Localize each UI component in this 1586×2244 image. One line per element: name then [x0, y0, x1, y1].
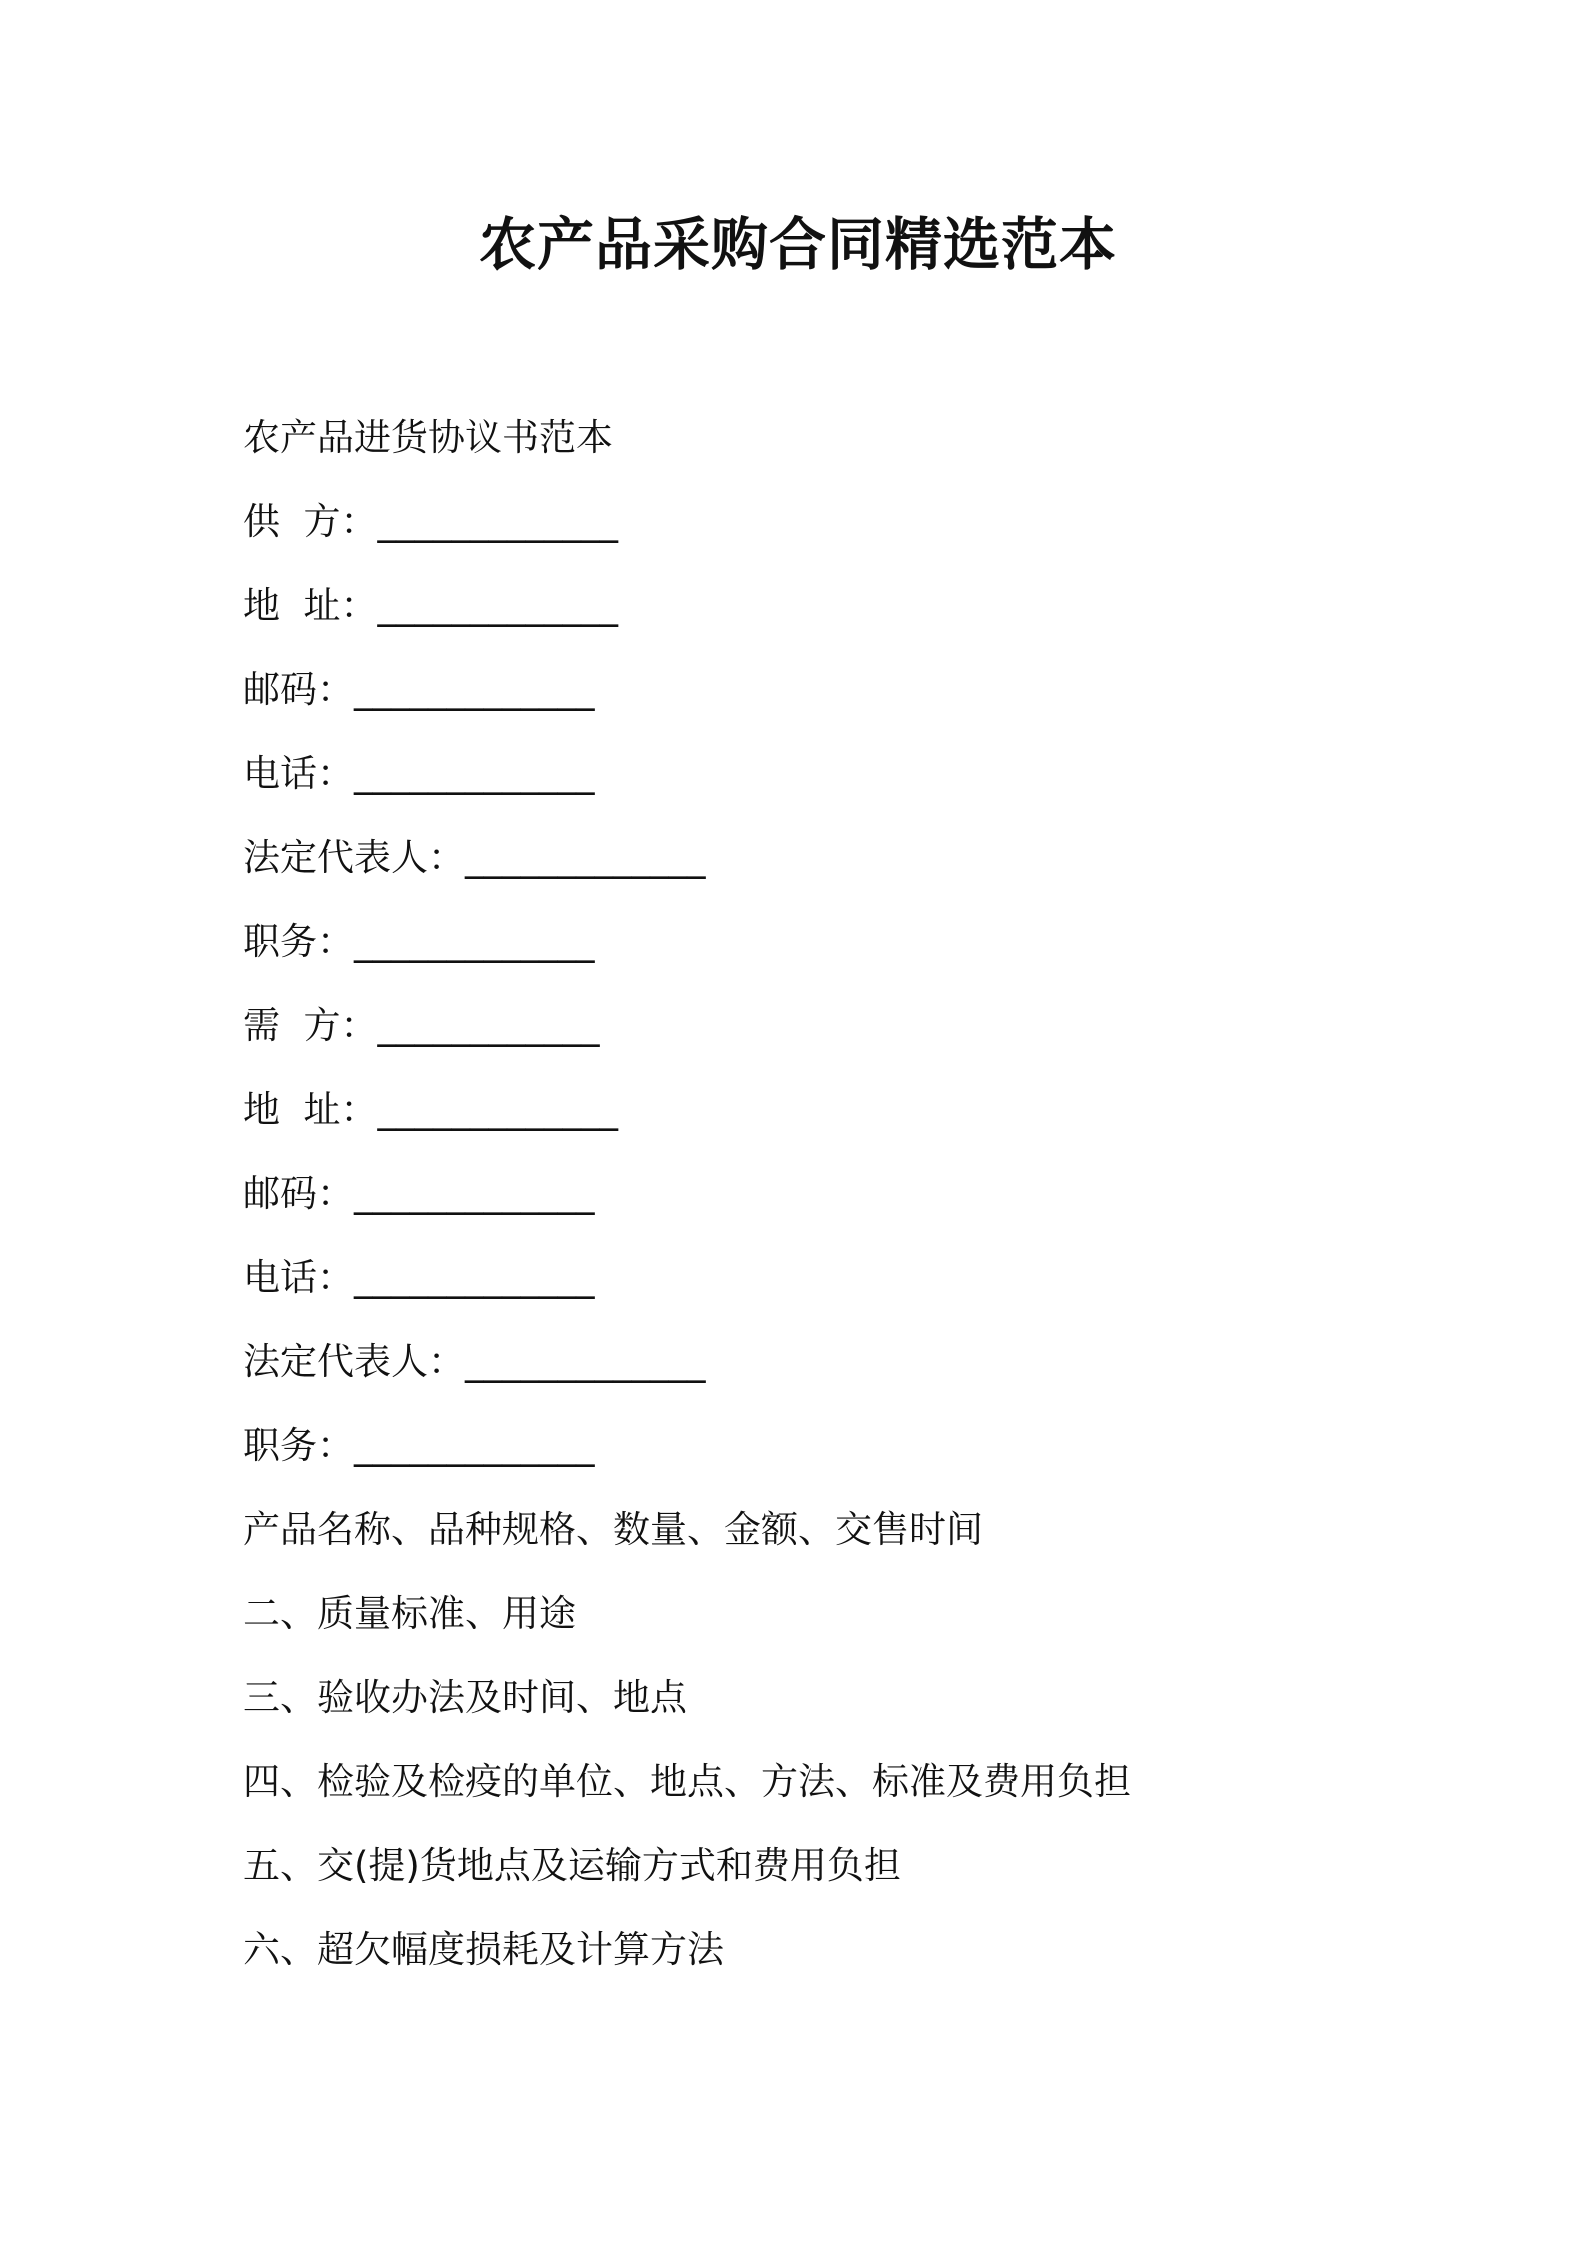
clause-acceptance: 三、验收办法及时间、地点 — [243, 1676, 687, 1719]
document-title: 农产品采购合同精选范本 — [479, 212, 1117, 278]
buyer-position-field: 职务：_____________ — [243, 1424, 595, 1467]
buyer-field: 需 方：____________ — [243, 1004, 600, 1047]
clause-delivery: 五、交(提)货地点及运输方式和费用负担 — [243, 1844, 901, 1887]
supplier-position-field: 职务：_____________ — [243, 920, 595, 963]
supplier-postcode-field: 邮码：_____________ — [243, 668, 595, 711]
document-body — [243, 408, 1443, 2004]
supplier-address-field: 地 址：_____________ — [243, 584, 619, 627]
clause-product-details: 产品名称、品种规格、数量、金额、交售时间 — [243, 1508, 983, 1551]
buyer-postcode-field: 邮码：_____________ — [243, 1172, 595, 1215]
clause-loss-calculation: 六、超欠幅度损耗及计算方法 — [243, 1928, 724, 1971]
clause-inspection: 四、检验及检疫的单位、地点、方法、标准及费用负担 — [243, 1760, 1131, 1803]
buyer-legal-rep-field: 法定代表人：_____________ — [243, 1340, 706, 1383]
supplier-field: 供 方：_____________ — [243, 500, 619, 543]
subtitle-line: 农产品进货协议书范本 — [243, 416, 613, 459]
buyer-address-field: 地 址：_____________ — [243, 1088, 619, 1131]
clause-quality-standard: 二、质量标准、用途 — [243, 1592, 576, 1635]
supplier-phone-field: 电话：_____________ — [243, 752, 595, 795]
buyer-phone-field: 电话：_____________ — [243, 1256, 595, 1299]
supplier-legal-rep-field: 法定代表人：_____________ — [243, 836, 706, 879]
